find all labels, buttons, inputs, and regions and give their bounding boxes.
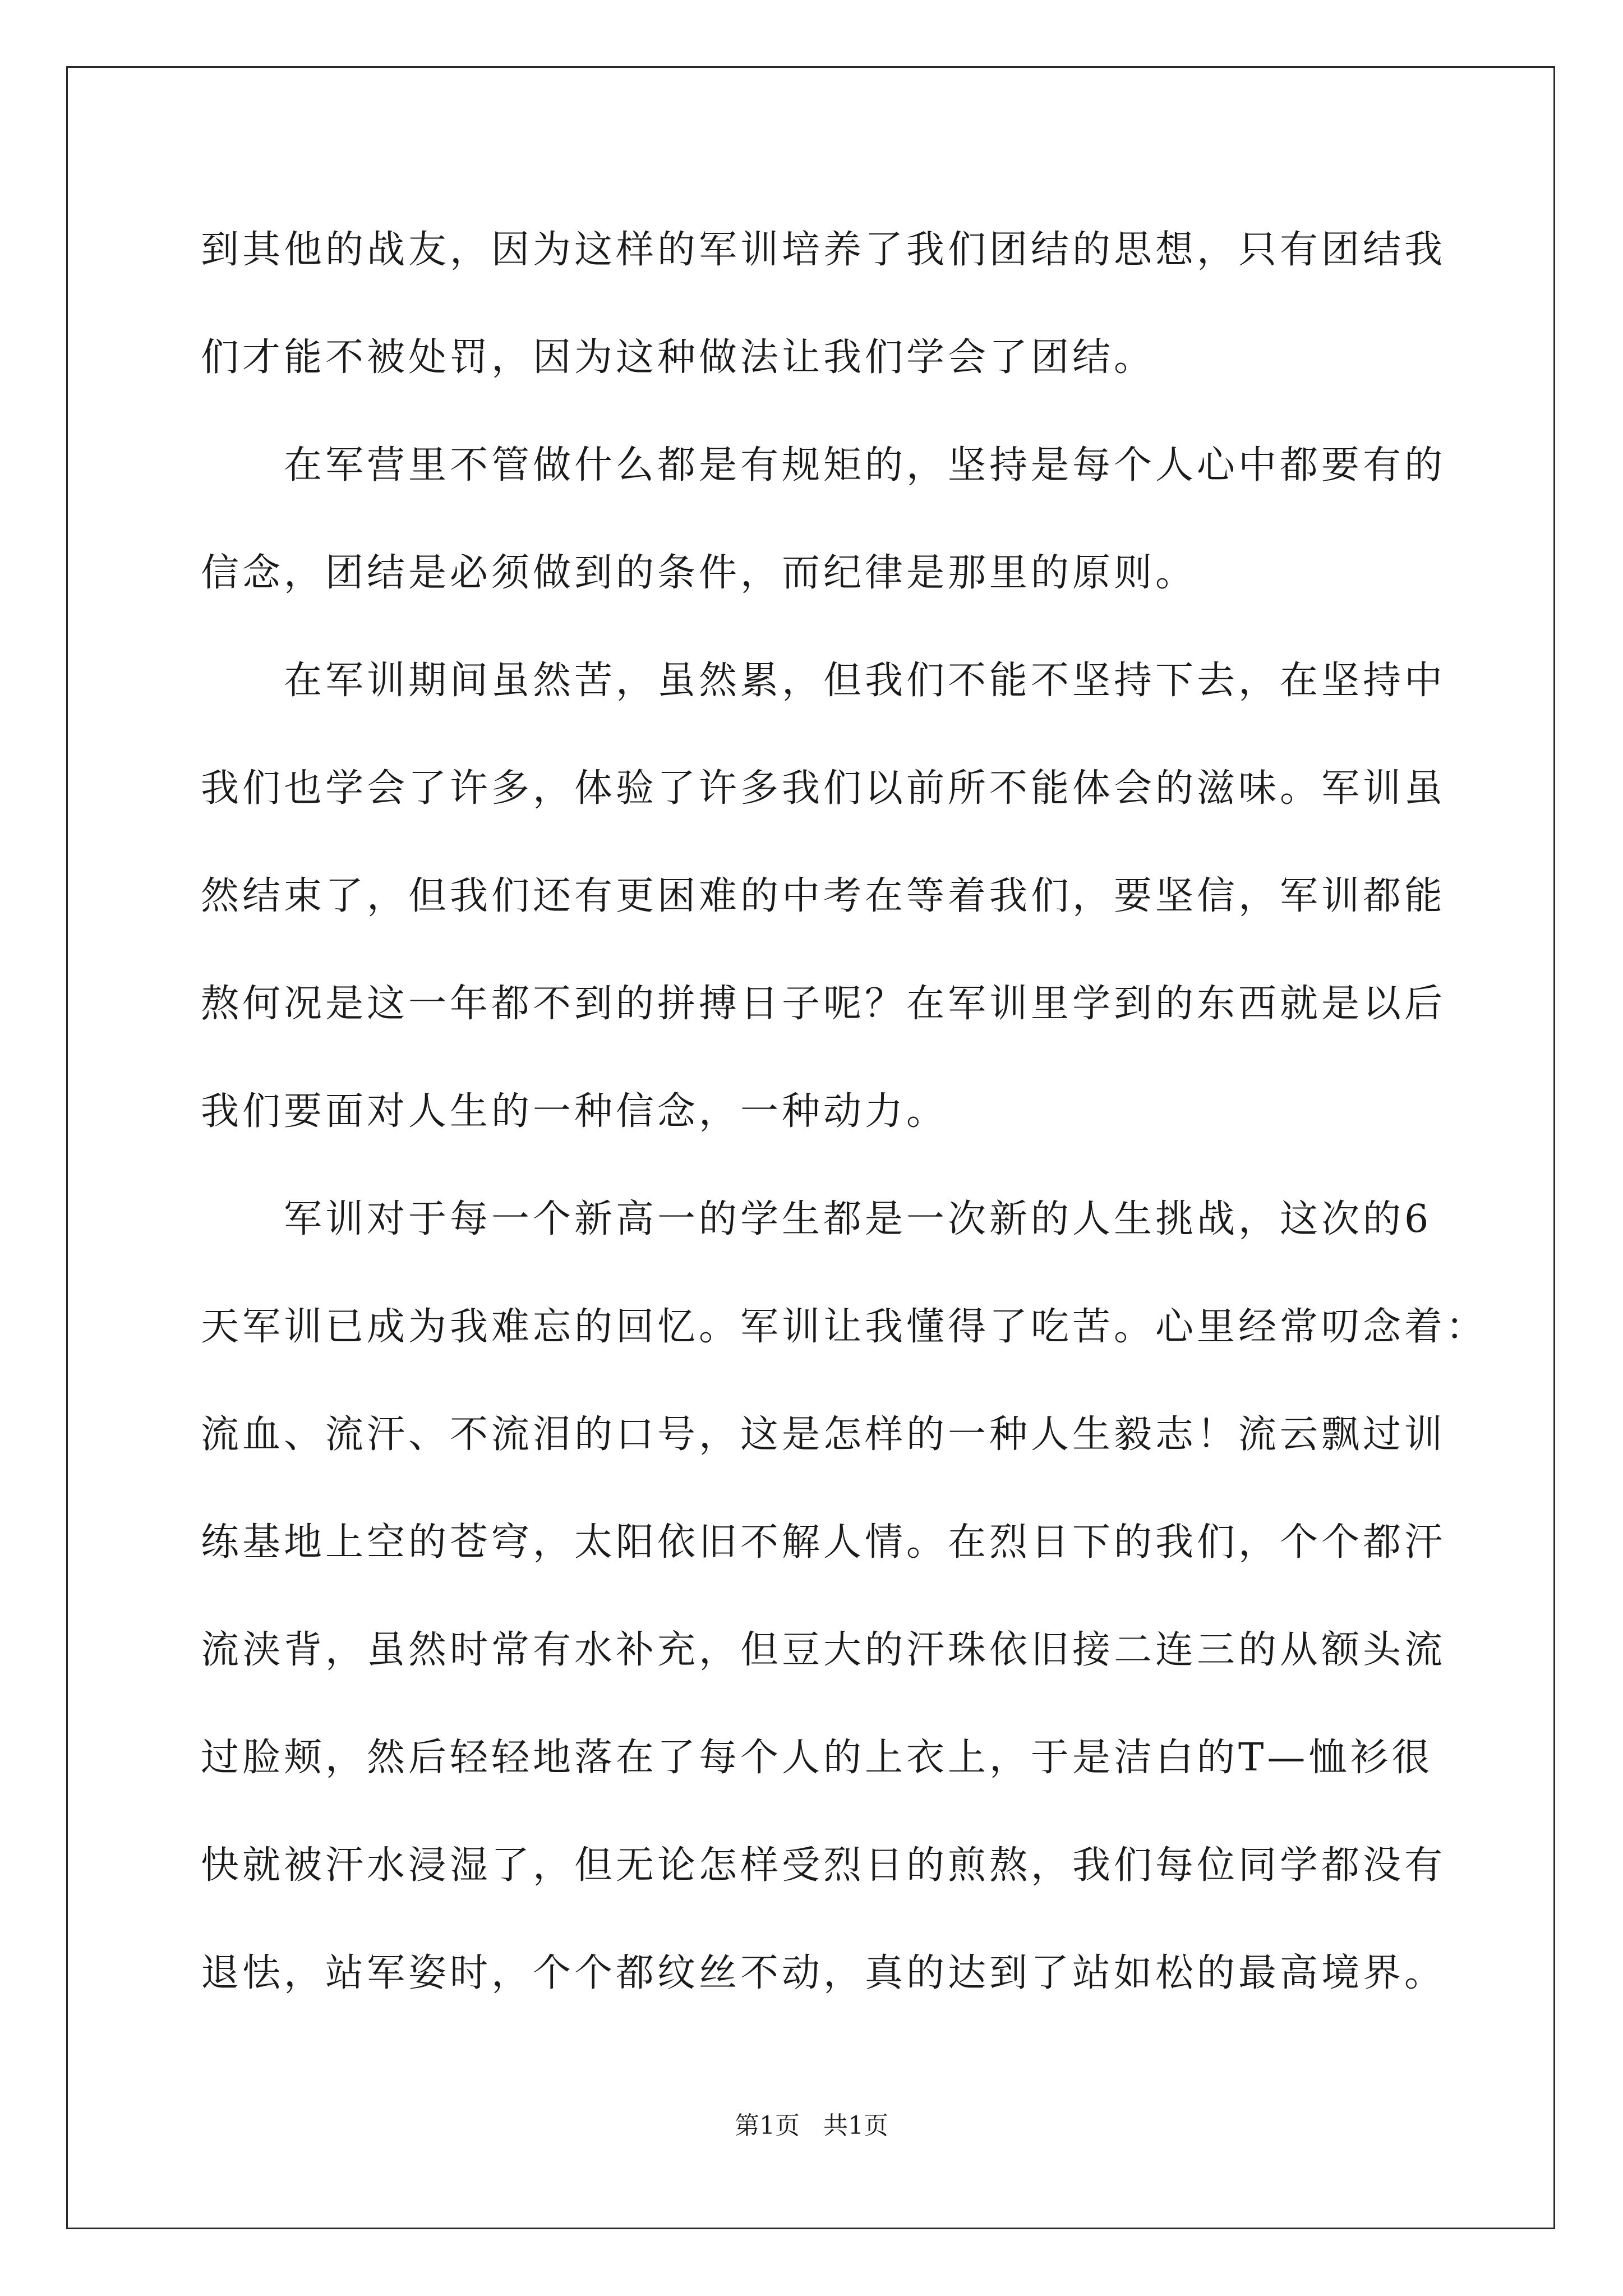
text-line-1: 到其他的战友，因为这样的军训培养了我们团结的思想，只有团结我 bbox=[201, 228, 1446, 272]
text-line-11: 天军训已成为我难忘的回忆。军训让我懂得了吃苦。心里经常叨念着： bbox=[201, 1305, 1488, 1349]
text-line-4: 信念，团结是必须做到的条件，而纪律是那里的原则。 bbox=[201, 551, 1197, 595]
text-line-13: 练基地上空的苍穹，太阳依旧不解人情。在烈日下的我们，个个都汗 bbox=[201, 1520, 1446, 1565]
page-border bbox=[66, 66, 1555, 2229]
text-line-3: 在军营里不管做什么都是有规矩的，坚持是每个人心中都要有的 bbox=[201, 443, 1446, 487]
text-line-12: 流血、流汗、不流泪的口号，这是怎样的一种人生毅志！流云飘过训 bbox=[201, 1412, 1446, 1457]
page-footer: 第1页 共1页 bbox=[735, 2111, 888, 2140]
text-line-10: 军训对于每一个新高一的学生都是一次新的人生挑战，这次的6 bbox=[201, 1197, 1432, 1241]
text-line-7: 然结束了，但我们还有更困难的中考在等着我们，要坚信，军训都能 bbox=[201, 874, 1446, 918]
text-line-14: 流浃背，虽然时常有水补充，但豆大的汗珠依旧接二连三的从额头流 bbox=[201, 1628, 1446, 1672]
text-line-15: 过脸颊，然后轻轻地落在了每个人的上衣上，于是洁白的T—恤衫很 bbox=[201, 1736, 1433, 1780]
text-line-6: 我们也学会了许多，体验了许多我们以前所不能体会的滋味。军训虽 bbox=[201, 766, 1446, 811]
text-line-2: 们才能不被处罚，因为这种做法让我们学会了团结。 bbox=[201, 335, 1156, 380]
text-line-8: 熬何况是这一年都不到的拼搏日子呢？在军训里学到的东西就是以后 bbox=[201, 982, 1446, 1026]
text-line-17: 退怯，站军姿时，个个都纹丝不动，真的达到了站如松的最高境界。 bbox=[201, 1951, 1446, 1995]
text-line-5: 在军训期间虽然苦，虽然累，但我们不能不坚持下去，在坚持中 bbox=[201, 659, 1446, 703]
text-line-16: 快就被汗水浸湿了，但无论怎样受烈日的煎熬，我们每位同学都没有 bbox=[201, 1843, 1446, 1888]
text-line-9: 我们要面对人生的一种信念，一种动力。 bbox=[201, 1089, 948, 1134]
